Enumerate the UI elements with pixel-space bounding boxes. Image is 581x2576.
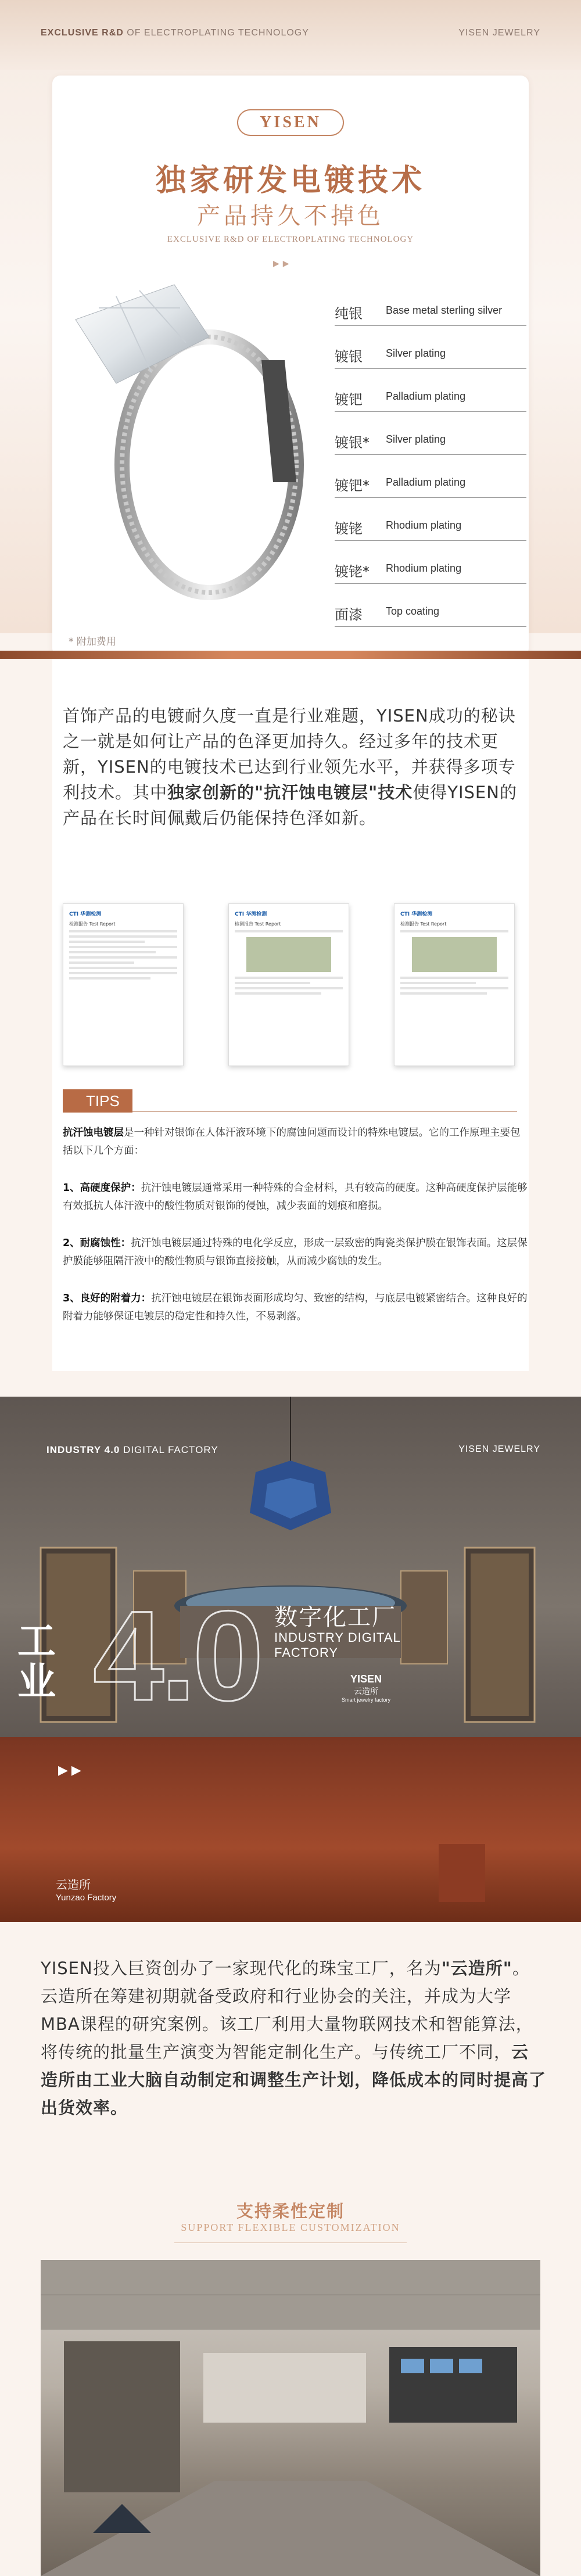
tips-item-2 <box>63 1235 528 1271</box>
industry-label: 工业 <box>17 1619 56 1704</box>
factory-header-left <box>46 1444 218 1456</box>
layer-en: Base metal sterling silver <box>386 304 503 316</box>
layer-underline <box>335 325 526 326</box>
report-title: 检测报告 Test Report <box>69 921 116 927</box>
factory-left-bold: INDUSTRY 4.0 <box>46 1444 120 1455</box>
diamond <box>76 285 209 383</box>
tips-item-3-title: 3、良好的附着力： <box>63 1293 152 1304</box>
factory-header-right: YISEN JEWELRY <box>458 1444 540 1454</box>
plating-layer <box>335 474 532 509</box>
layer-en: Top coating <box>386 605 440 617</box>
tips-item-1-title: 1、高硬度保护： <box>63 1182 141 1194</box>
tips-item-2-text: 抗汗蚀电镀层通过特殊的电化学反应，形成一层致密的陶瓷类保护膜在银饰表面。这层保护膜能够阻隔汗液中的酸性物质与银饰直接接触，从而减少腐蚀的发生。 <box>63 1237 528 1267</box>
report-photo <box>246 937 331 972</box>
digital-factory-en <box>274 1630 401 1660</box>
plating-layer <box>335 603 532 638</box>
tips-item-2-title: 2、耐腐蚀性： <box>63 1237 131 1249</box>
tips-item-1 <box>63 1179 528 1215</box>
report-title: 检测报告 Test Report <box>400 921 447 927</box>
sign-en: YISEN <box>350 1673 382 1685</box>
layer-underline <box>335 368 526 369</box>
workshop-photo <box>41 2260 540 2576</box>
layer-cn: 镀铑 <box>335 521 363 537</box>
plating-layer <box>335 345 532 380</box>
layer-underline <box>335 583 526 584</box>
intro-p1: 首饰产品的电镀耐久度一直是行业难题，YISEN成功的秘诀之一就是如何让产品的色泽更加持久。经过多年的技术更新，YISEN的电镀技术已达到行业领先水平，并获得多项专利技术。 <box>63 706 516 802</box>
big-4-0: 4.0 <box>93 1584 260 1727</box>
layer-cn: 镀银 <box>335 349 363 365</box>
test-report-2[interactable] <box>228 903 349 1066</box>
layer-cn: 纯银 <box>335 306 363 322</box>
tips-lead-text: 是一种针对银饰在人体汗液环境下的腐蚀问题而设计的特殊电镀层。它的工作原理主要包括以下几个方面： <box>63 1127 521 1157</box>
tips-item-1-text: 抗汗蚀电镀层通常采用一种特殊的合金材料，具有较高的硬度。这种高硬度保护层能够有效抵抗人体汗液中的酸性物质对银饰的侵蚀，减少表面的划痕和磨损。 <box>63 1182 528 1212</box>
layer-cn: 面漆 <box>335 607 363 623</box>
layer-underline <box>335 411 526 412</box>
tips-item-3-text: 抗汗蚀电镀层在银饰表面形成均匀、致密的结构，与底层电镀紧密结合。这种良好的附着力能够保证电镀层的稳定性和持久性，不易剥落。 <box>63 1293 528 1322</box>
factory-text-a: YISEN投入巨资创办了一家现代化的珠宝工厂，名为 <box>41 1958 442 1978</box>
tips-divider <box>132 1111 517 1112</box>
header-right: YISEN JEWELRY <box>458 28 540 38</box>
layer-en: Palladium plating <box>386 476 466 488</box>
factory-sign <box>325 1673 407 1703</box>
digital-en-2: FACTORY <box>274 1645 339 1660</box>
header-left <box>41 28 309 38</box>
layer-cn: 镀铑* <box>335 564 370 580</box>
layer-underline <box>335 497 526 498</box>
flex-custom-title: 支持柔性定制 <box>236 2201 345 2221</box>
sign-cn: 云造所 <box>354 1687 378 1696</box>
factory-left-rest: DIGITAL FACTORY <box>120 1444 218 1455</box>
tips-item-3 <box>63 1290 528 1326</box>
sign-sub: Smart jewelry factory <box>341 1697 391 1703</box>
intro-paragraph <box>63 703 522 831</box>
plating-layer <box>335 517 532 552</box>
hero-en: EXCLUSIVE R&D OF ELECTROPLATING TECHNOLOGY <box>167 235 414 244</box>
layer-underline <box>335 454 526 455</box>
layer-en: Rhodium plating <box>386 562 462 574</box>
factory-text-b: "云造所" <box>441 1958 512 1978</box>
plating-layer <box>335 560 532 595</box>
layer-en: Silver plating <box>386 433 446 445</box>
test-reports <box>63 903 516 1069</box>
tips-lead-bold: 抗汗蚀电镀层 <box>63 1127 124 1139</box>
digital-factory-cn: 数字化工厂 <box>274 1604 396 1631</box>
header-brand-rest: OF ELECTROPLATING TECHNOLOGY <box>123 28 309 38</box>
plating-layer <box>335 302 532 337</box>
tips-lead <box>63 1124 528 1160</box>
divider-band <box>0 651 581 659</box>
test-report-3[interactable] <box>394 903 515 1066</box>
tips-label: TIPS <box>63 1089 132 1113</box>
layer-en: Palladium plating <box>386 390 466 402</box>
report-photo <box>412 937 497 972</box>
hero-title: 独家研发电镀技术 <box>155 163 425 198</box>
intro-p2a: 其中 <box>132 783 168 802</box>
layer-cn: 镀钯 <box>335 392 363 408</box>
factory-paragraph <box>41 1954 546 2122</box>
report-title: 检测报告 Test Report <box>235 921 281 927</box>
header-brand-bold: EXCLUSIVE R&D <box>41 28 124 38</box>
layer-cn: 镀钯* <box>335 478 370 494</box>
report-head: CTI 华测检测 <box>235 912 267 917</box>
report-head: CTI 华测检测 <box>69 912 102 917</box>
plating-layer <box>335 388 532 423</box>
fee-note: * 附加费用 <box>69 636 116 648</box>
intro-p2b: 独家创新的"抗汗蚀电镀层"技术 <box>167 783 413 802</box>
factory-name-cn: 云造所 <box>56 1878 91 1892</box>
hero-subtitle: 产品持久不掉色 <box>197 203 384 229</box>
factory-play-icon[interactable]: ▶▶ <box>58 1763 85 1778</box>
layer-en: Silver plating <box>386 347 446 359</box>
factory-text-c: 。云造所在筹建初期就备受政府和行业协会的关注，并成为大学MBA课程的研究案例。该工厂利用大量物联网技术和智能算法，将传统的批量生产演变为智能定制化生产。与传统工厂不同， <box>41 1958 533 2062</box>
test-report-1[interactable] <box>63 903 184 1066</box>
layer-en: Rhodium plating <box>386 519 462 531</box>
play-arrows-icon: ▶▶ <box>273 259 293 268</box>
layer-underline <box>335 626 526 627</box>
report-head: CTI 华测检测 <box>400 912 433 917</box>
flex-custom-en: SUPPORT FLEXIBLE CUSTOMIZATION <box>181 2222 400 2233</box>
intro-p2c: 使得YISEN的产品在长时间佩戴后仍能保持色泽如新。 <box>63 783 517 828</box>
factory-name-en: Yunzao Factory <box>56 1893 117 1903</box>
digital-en-1: INDUSTRY DIGITAL <box>274 1630 401 1645</box>
layer-cn: 镀银* <box>335 435 370 451</box>
ring-illustration <box>64 273 320 633</box>
yisen-logo: YISEN <box>237 109 344 136</box>
factory-text-d: 云造所由工业大脑自动制定和调整生产计划，降低成本的同时提高了出货效率。 <box>41 2042 547 2118</box>
plating-layer <box>335 431 532 466</box>
layer-underline <box>335 540 526 541</box>
